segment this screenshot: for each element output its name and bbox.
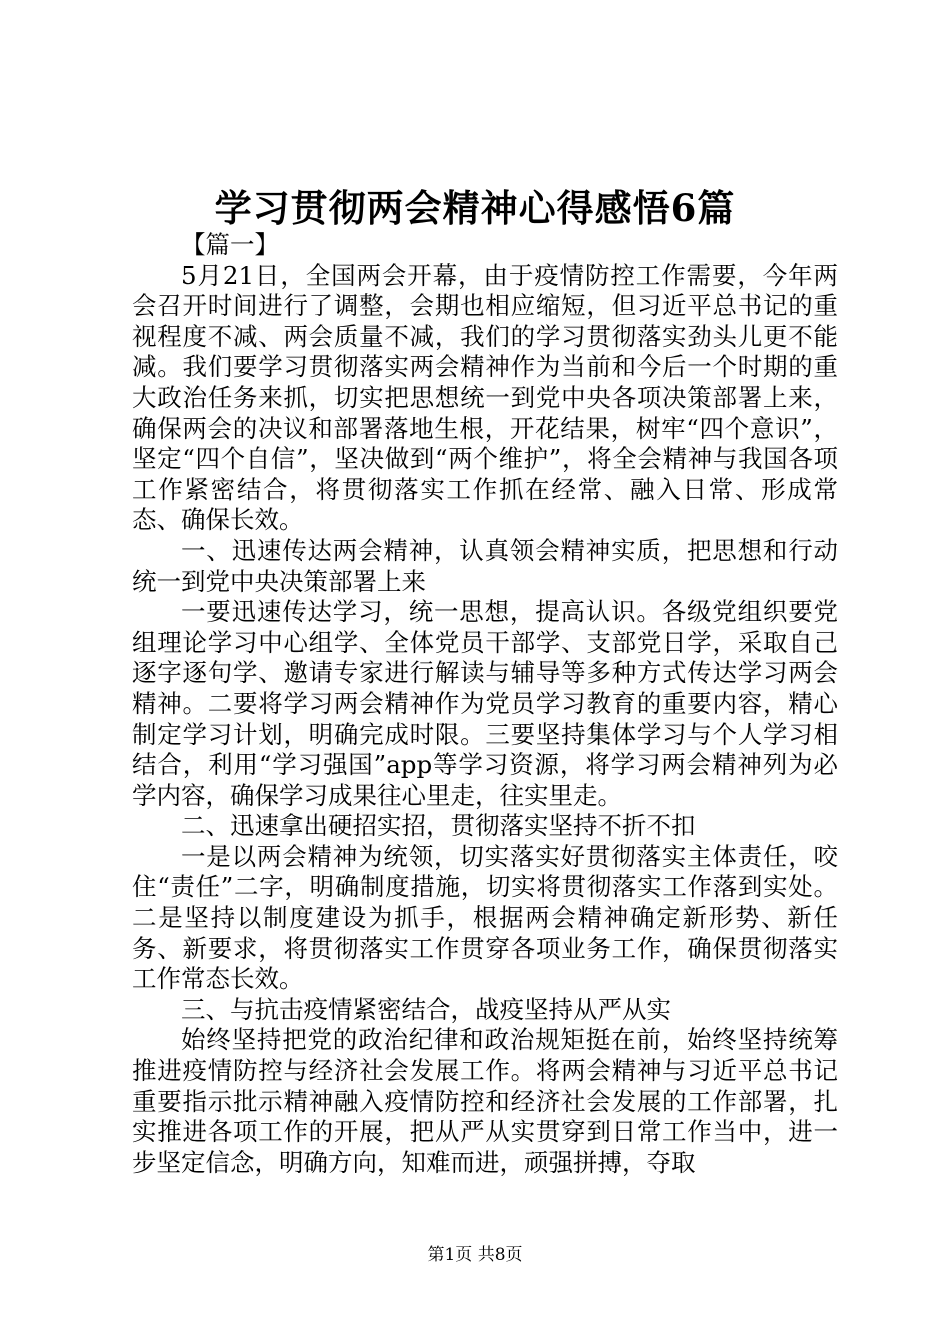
- page-footer: 第1页 共8页: [427, 1245, 523, 1265]
- section-heading: 一、迅速传达两会精神，认真领会精神实质，把思想和行动统一到党中央决策部署上来: [132, 535, 838, 596]
- section-label: 【篇一】: [181, 230, 279, 259]
- paragraph: 一是以两会精神为统领，切实落实好贯彻落实主体责任，咬住“责任”二字，明确制度措施，切实将贯彻落实工作落到实处。二是坚持以制度建设为抓手，根据两会精神确定新形势、新任务、新要求，将贯彻落实工作贯穿各项业务工作，确保贯彻落实工作常态长效。: [132, 841, 838, 994]
- paragraph: 始终坚持把党的政治纪律和政治规矩挺在前，始终坚持统筹推进疫情防控与经济社会发展工作。将两会精神与习近平总书记重要指示批示精神融入疫情防控和经济社会发展的工作部署，扎实推进各项工作的开展，把从严从实贯穿到日常工作当中，进一步坚定信念，明确方向，知难而进，顽强拼搏，夺取: [132, 1025, 838, 1177]
- document-body: [132, 230, 838, 1178]
- section-heading: 二、迅速拿出硬招实招，贯彻落实坚持不折不扣: [181, 811, 696, 841]
- document-title: 学习贯彻两会精神心得感悟6篇: [214, 186, 736, 230]
- paragraph: 5月21日，全国两会开幕，由于疫情防控工作需要，今年两会召开时间进行了调整，会期也相应缩短，但习近平总书记的重视程度不减、两会质量不减，我们的学习贯彻落实劲头儿更不能减。我们要学习贯彻落实两会精神作为当前和今后一个时期的重大政治任务来抓，切实把思想统一到党中央各项决策部署上来，确保两会的决议和部署落地生根，开花结果，树牢“四个意识”，坚定“四个自信”，坚决做到“两个维护”，将全会精神与我国各项工作紧密结合，将贯彻落实工作抓在经常、融入日常、形成常态、确保长效。: [132, 260, 838, 535]
- section-heading: 三、与抗击疫情紧密结合，战疫坚持从严从实: [181, 994, 671, 1024]
- paragraph: 一要迅速传达学习，统一思想，提高认识。各级党组织要党组理论学习中心组学、全体党员干部学、支部党日学，采取自己逐字逐句学、邀请专家进行解读与辅导等多种方式传达学习两会精神。二要将学习两会精神作为党员学习教育的重要内容，精心制定学习计划，明确完成时限。三要坚持集体学习与个人学习相结合，利用“学习强国”app等学习资源，将学习两会精神列为必学内容，确保学习成果往心里走，往实里走。: [132, 597, 838, 810]
